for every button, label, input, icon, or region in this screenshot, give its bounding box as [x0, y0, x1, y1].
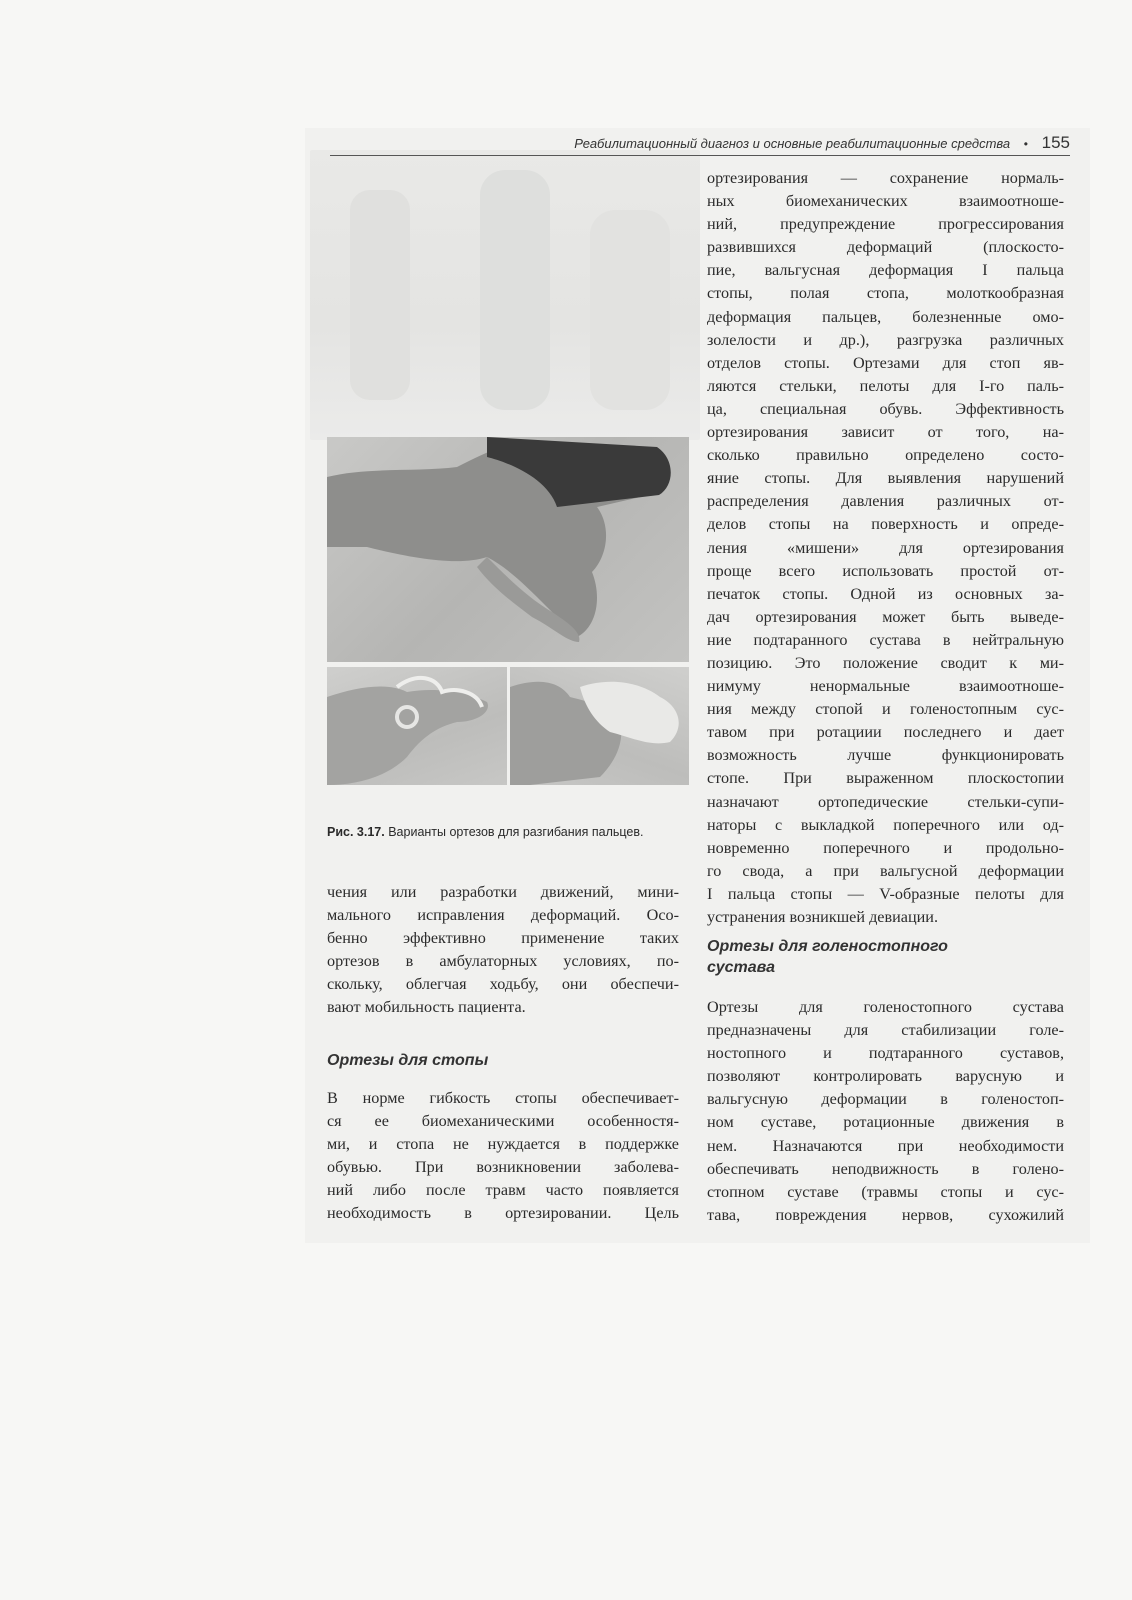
text-line: ния между стопой и голеностопным сус-: [707, 700, 1064, 719]
text-line: новременно поперечного и продольно-: [707, 838, 1064, 857]
text-line: ортезирования — сохранение нормаль-: [707, 169, 1064, 187]
text-line: бенно эффективно применение таких: [327, 929, 679, 948]
right-column-paragraph-2: [707, 996, 1064, 1227]
figure-caption-text: Варианты ортезов для разгибания пальцев.: [388, 825, 644, 839]
figure-photo-wire-splint: [327, 667, 507, 785]
section-heading-line: Ортезы для голеностопного: [707, 938, 948, 955]
figure-photo-foam-splint: [510, 667, 689, 785]
text-line: ний, предупреждение прогрессирования: [707, 215, 1064, 234]
text-line: пие, вальгусная деформация I пальца: [707, 261, 1064, 280]
text-line: золелости и др.), разгрузка различных: [707, 330, 1064, 349]
left-column-paragraph-2: [327, 1087, 679, 1226]
text-line: устранения возникшей девиации.: [707, 908, 939, 926]
figure-photo-splint-finger: [327, 437, 689, 662]
section-heading-line: сустава: [707, 959, 775, 976]
text-line: обеспечивать неподвижность в голено-: [707, 1159, 1064, 1178]
text-line: вают мобильность пациента.: [327, 998, 526, 1017]
text-line: ние подтаранного сустава в нейтральную: [707, 630, 1064, 649]
text-line: ся ее биомеханическими особенностя-: [327, 1112, 679, 1131]
header-bullet: •: [1023, 137, 1028, 151]
text-line: наторы с выкладкой поперечного или од-: [707, 815, 1064, 834]
text-line: В норме гибкость стопы обеспечивает-: [327, 1089, 679, 1107]
text-line: ления «мишени» для ортезирования: [707, 538, 1064, 557]
text-line: обувью. При возникновении заболева-: [327, 1158, 679, 1177]
text-line: дач ортезирования может быть выведе-: [707, 607, 1064, 626]
text-line: го свода, а при вальгусной деформации: [707, 861, 1064, 880]
text-line: делов стопы на поверхность и опреде-: [707, 515, 1064, 534]
text-line: ном суставе, ротационные движения в: [707, 1113, 1064, 1132]
text-line: стопном суставе (травмы стопы и сус-: [707, 1182, 1064, 1201]
text-line: печаток стопы. Одной из основных за-: [707, 584, 1064, 603]
text-line: нимуму ненормальные взаимоотноше-: [707, 677, 1064, 696]
text-line: проще всего использовать простой от-: [707, 561, 1064, 580]
text-line: ортезов в амбулаторных условиях, по-: [327, 952, 679, 971]
text-line: деформация пальцев, болезненные омо-: [707, 307, 1064, 326]
text-line: распределения давления различных от-: [707, 492, 1064, 511]
text-line: предназначены для стабилизации голе-: [707, 1021, 1064, 1040]
text-line: ностопного и подтаранного суставов,: [707, 1044, 1064, 1063]
text-line: скольку, облегчая ходьбу, они обеспечи-: [327, 975, 679, 994]
text-line: тавом при ротациии последнего и дает: [707, 723, 1064, 742]
text-line: ца, специальная обувь. Эффективность: [707, 399, 1064, 418]
text-line: мального исправления деформаций. Осо-: [327, 906, 679, 925]
text-line: тава, повреждения нервов, сухожилий: [707, 1205, 1064, 1224]
text-line: развившихся деформаций (плоскосто-: [707, 238, 1064, 257]
text-line: стопе. При выраженном плоскостопии: [707, 769, 1064, 788]
right-column-paragraph-1: [707, 167, 1064, 929]
text-line: возможность лучше функционировать: [707, 746, 1064, 765]
text-line: назначают ортопедические стельки-супи-: [707, 792, 1064, 811]
text-line: сколько правильно определено состо-: [707, 446, 1064, 465]
text-line: I пальца стопы — V-образные пелоты для: [707, 884, 1064, 903]
text-line: ми, и стопа не нуждается в поддержке: [327, 1135, 679, 1154]
text-line: ортезирования зависит от того, на-: [707, 423, 1064, 442]
text-line: ний либо после травм часто появляется: [327, 1181, 679, 1200]
page-number: 155: [1041, 133, 1070, 152]
bleed-through-image: [310, 150, 700, 440]
text-line: яние стопы. Для выявления нарушений: [707, 469, 1064, 488]
text-line: чения или разработки движений, мини-: [327, 883, 679, 901]
text-line: вальгусную деформации в голеностоп-: [707, 1090, 1064, 1109]
text-line: необходимость в ортезировании. Цель: [327, 1204, 679, 1223]
figure-caption: [327, 825, 697, 839]
figure-caption-label: Рис. 3.17.: [327, 825, 385, 839]
section-heading-foot-orthoses: Ортезы для стопы: [327, 1052, 489, 1069]
text-line: позицию. Это положение сводит к ми-: [707, 653, 1064, 672]
text-line: позволяют контролировать варусную и: [707, 1067, 1064, 1086]
text-line: Ортезы для голеностопного сустава: [707, 998, 1064, 1016]
left-column-paragraph-1: [327, 881, 679, 1020]
text-line: отделов стопы. Ортезами для стоп яв-: [707, 353, 1064, 372]
running-title: Реабилитационный диагноз и основные реабилитационные средства: [574, 136, 1011, 151]
text-line: ных биомеханических взаимоотноше-: [707, 192, 1064, 211]
running-header: [330, 133, 1070, 156]
text-line: нем. Назначаются при необходимости: [707, 1136, 1064, 1155]
section-heading-ankle-orthoses: [707, 936, 1064, 978]
text-line: ляются стельки, пелоты для I-го паль-: [707, 376, 1064, 395]
text-line: стопы, полая стопа, молоткообразная: [707, 284, 1064, 303]
